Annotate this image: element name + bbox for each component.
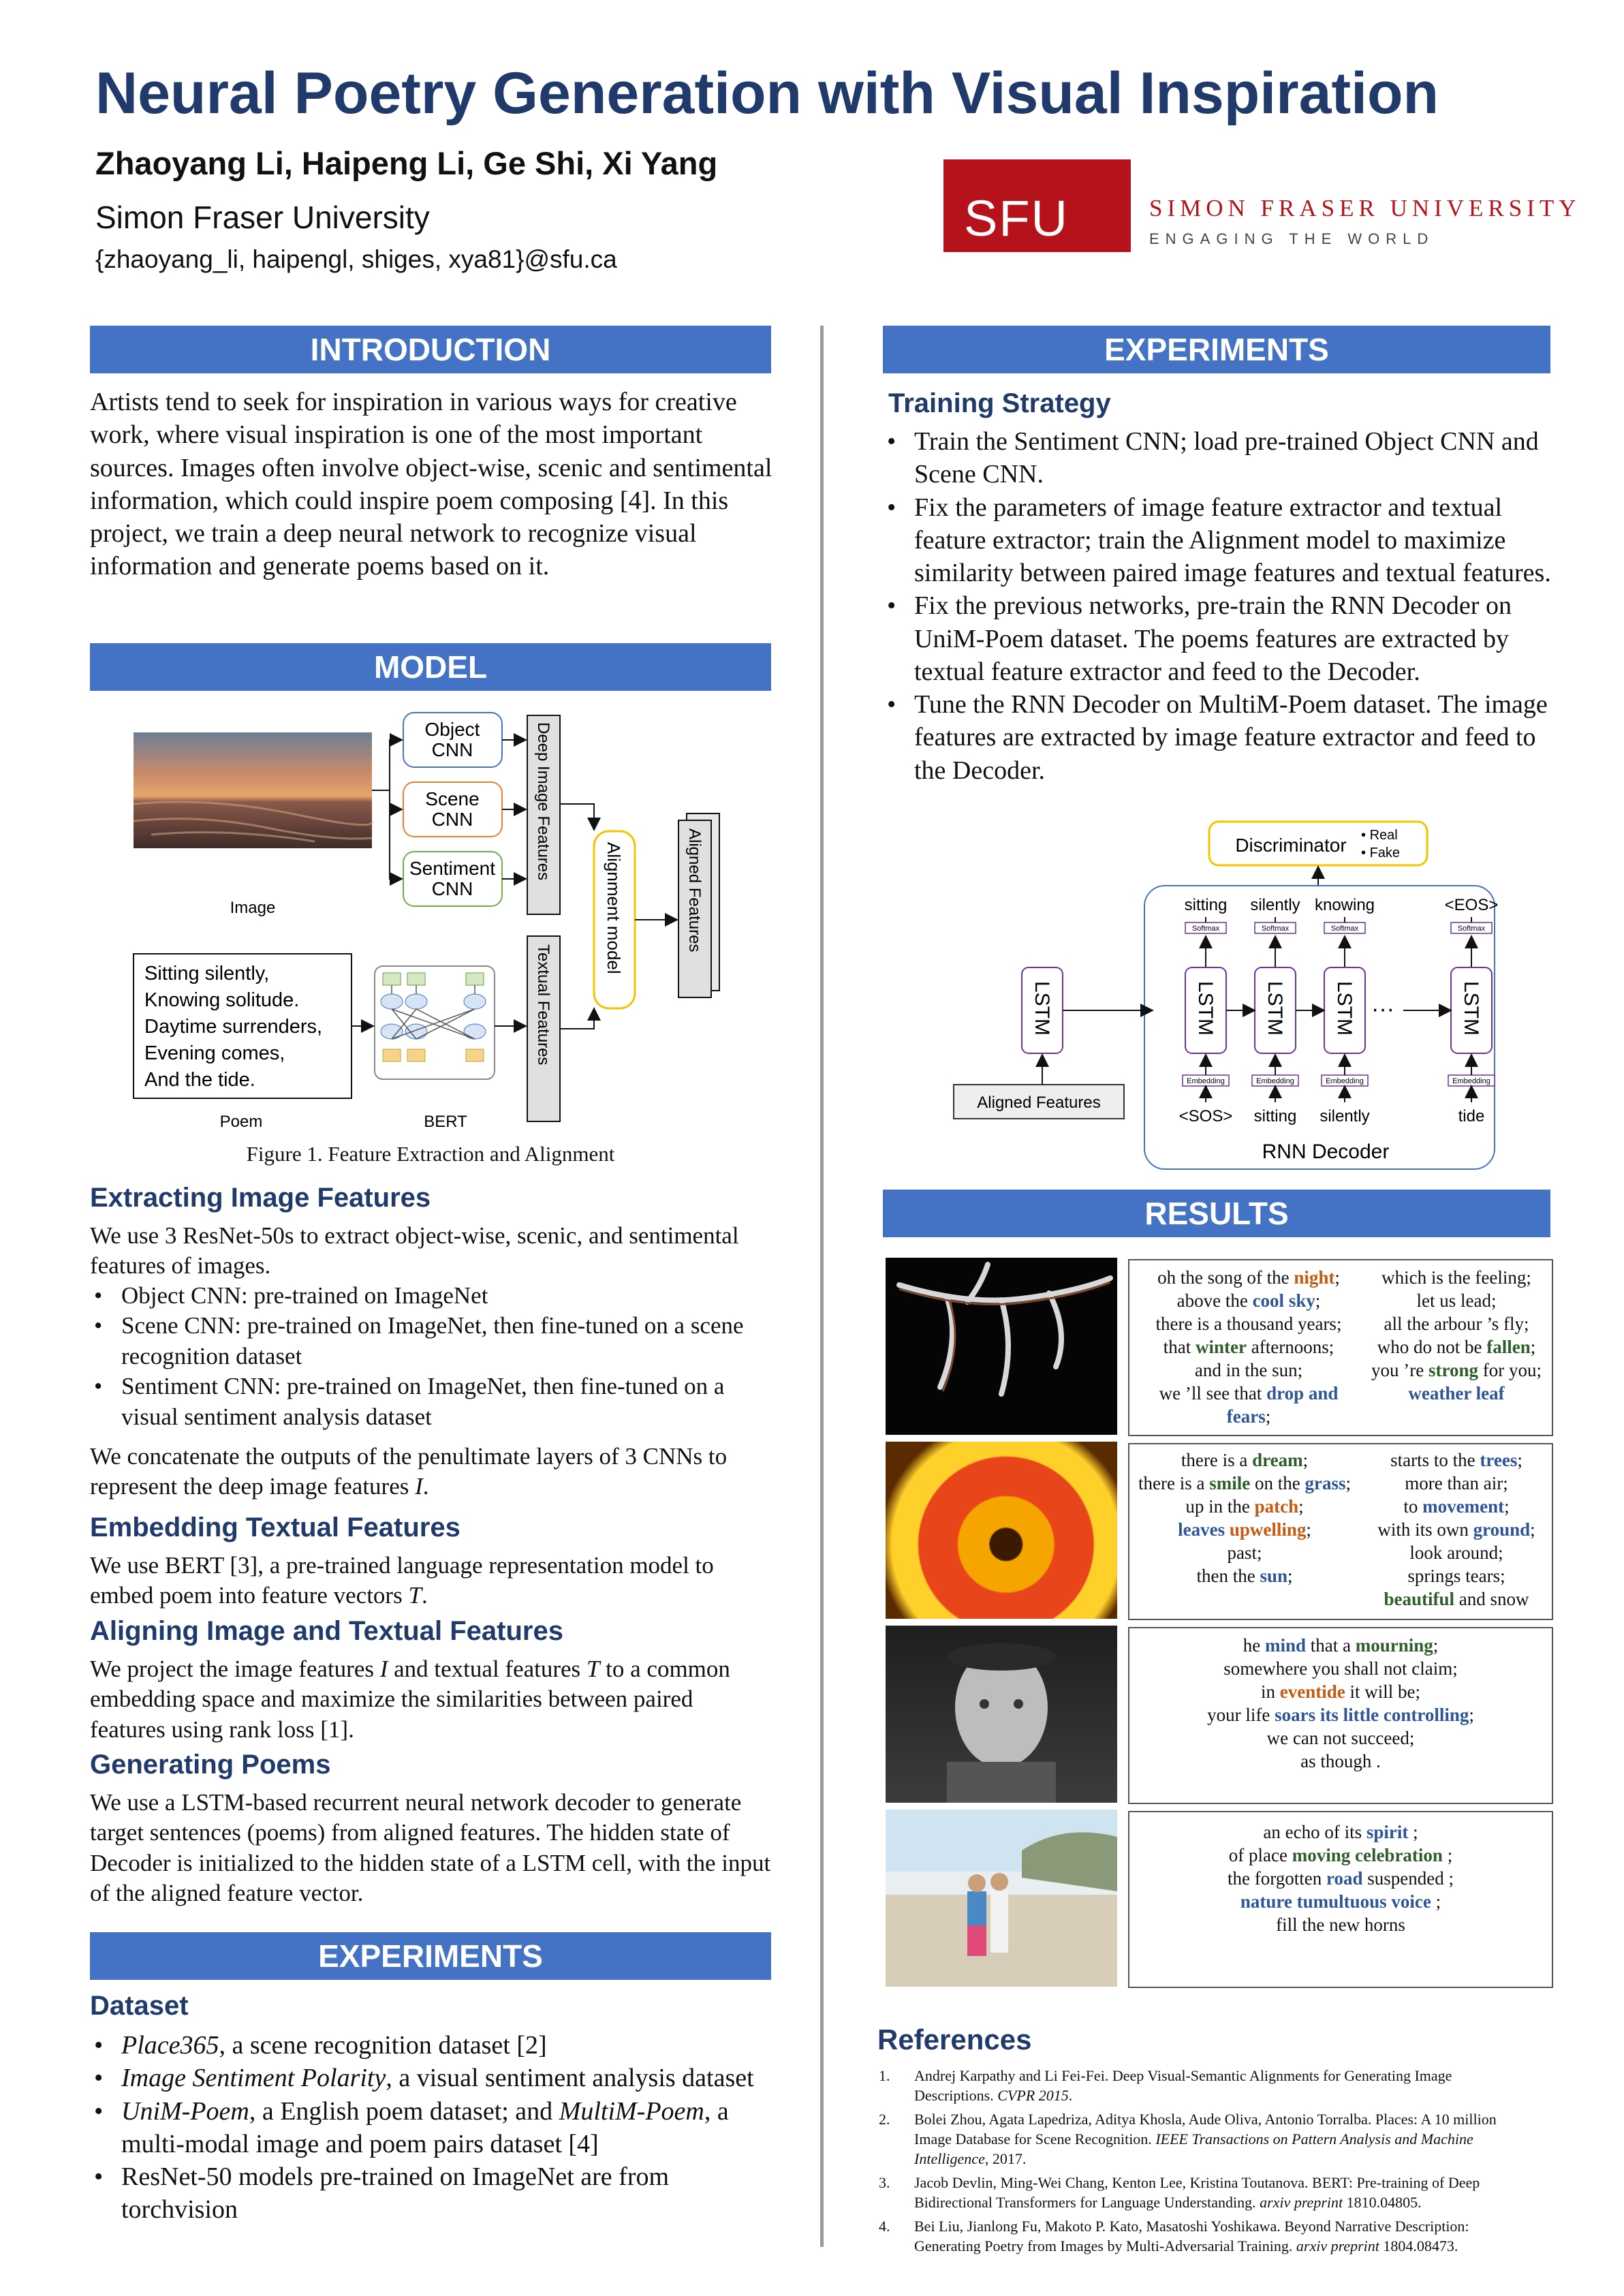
- poem-line: more than air;: [1405, 1473, 1508, 1493]
- dataset-resnet: • ResNet-50 models pre-trained on ImageNet are from torchvision: [90, 2160, 771, 2227]
- poem-line: we ’ll see that drop and fears;: [1159, 1383, 1339, 1427]
- extracting-outro: We concatenate the outputs of the penultimate layers of 3 CNNs to represent the deep image features I.: [90, 1443, 728, 1500]
- experiments-left-header: EXPERIMENTS: [90, 1932, 771, 1980]
- dataset-place365: • Place365, a scene recognition dataset [2]: [90, 2029, 771, 2062]
- generating-text: We use a LSTM-based recurrent neural network decoder to generate target sentences (poems) from aligned features. The hidden state of Decoder is initialized to the hidden state of a LSTM cell, with the input of the aligned feature vector.: [90, 1789, 771, 1907]
- disc-output-fake: • Fake: [1361, 846, 1401, 860]
- decoder-input-word: sitting: [1253, 1107, 1297, 1126]
- aligning-title: Aligning Image and Textual Features: [90, 1616, 563, 1646]
- poem-line: he mind that a mourning;: [1243, 1635, 1439, 1656]
- embedding-label: Embedding: [1326, 1077, 1364, 1085]
- feature-extraction-diagram: [90, 702, 771, 1138]
- decoder-output-word: knowing: [1314, 896, 1375, 914]
- decoder-step: [1445, 896, 1499, 1126]
- init-lstm-label: LSTM: [1031, 981, 1053, 1036]
- image-label: Image: [230, 899, 276, 917]
- poem-line: your life soars its little controlling;: [1207, 1705, 1474, 1725]
- poem-line: an echo of its spirit ;: [1263, 1822, 1418, 1842]
- bullet-object-cnn: • Object CNN: pre-trained on ImageNet: [90, 1281, 771, 1311]
- poem-line: there is a smile on the grass;: [1138, 1473, 1351, 1493]
- lstm-label: LSTM: [1333, 981, 1356, 1036]
- result-poem-1-right: [1364, 1266, 1549, 1405]
- extracting-bullets: [90, 1281, 771, 1432]
- logo-mark: SFU: [964, 190, 1069, 247]
- disc-output-real: • Real: [1361, 828, 1398, 843]
- logo-name: SIMON FRASER UNIVERSITY: [1149, 195, 1581, 221]
- poem-line: the forgotten road suspended ;: [1228, 1868, 1454, 1889]
- reference-item: 2. Bolei Zhou, Agata Lapedriza, Aditya Khosla, Aude Oliva, Antonio Torralba. Places: A 10 million Image Database for Scene Recognition. IEEE Transactions on Pattern Analysis and Machine Intelligence, 2017.: [879, 2111, 1497, 2167]
- discriminator-label: Discriminator: [1235, 835, 1347, 856]
- decoder-step: [1250, 896, 1300, 1126]
- poem-line: and in the sun;: [1194, 1360, 1303, 1380]
- result-photo-portrait: [886, 1626, 1117, 1803]
- poem-line: of place moving celebration ;: [1228, 1845, 1453, 1865]
- aligning-text: We project the image features I and textual features T to a common embedding space and maximize the similarities between paired features using rank loss [1].: [90, 1656, 730, 1743]
- decoder-output-word: sitting: [1184, 896, 1228, 914]
- training-step-3: • Fix the previous networks, pre-train the RNN Decoder on UniM-Poem dataset. The poems features are extracted by textual feature extractor and feed to the Decoder.: [883, 589, 1557, 688]
- poem-line: look around;: [1409, 1542, 1503, 1563]
- dataset-poem: • UniM-Poem, a English poem dataset; and MultiM-Poem, a multi-modal image and poem pairs dataset [4]: [90, 2095, 771, 2161]
- result-photo-branches: [886, 1258, 1117, 1435]
- lstm-label: LSTM: [1264, 981, 1286, 1036]
- poem-line: up in the patch;: [1185, 1496, 1304, 1517]
- bullet-scene-cnn: • Scene CNN: pre-trained on ImageNet, then fine-tuned on a scene recognition dataset: [90, 1311, 771, 1371]
- experiments-right-header: EXPERIMENTS: [883, 326, 1550, 373]
- training-step-1: • Train the Sentiment CNN; load pre-trained Object CNN and Scene CNN.: [883, 425, 1557, 491]
- extracting-title: Extracting Image Features: [90, 1183, 431, 1213]
- poem-line: all the arbour ’s fly;: [1384, 1314, 1529, 1334]
- poem-line: there is a thousand years;: [1155, 1314, 1342, 1334]
- poem-line: leaves upwelling;: [1178, 1519, 1311, 1540]
- lstm-label: LSTM: [1194, 981, 1217, 1036]
- embedding-label: Embedding: [1187, 1077, 1225, 1085]
- result-poem-3-lines: [1129, 1634, 1552, 1773]
- model-header: MODEL: [90, 643, 771, 691]
- training-bullets: [883, 425, 1557, 787]
- training-step-4: • Tune the RNN Decoder on MultiM-Poem dataset. The image features are extracted by image feature extractor and feed to the Decoder.: [883, 688, 1557, 787]
- poem-line: then the sun;: [1196, 1566, 1293, 1586]
- sentiment-cnn-label: Sentiment CNN: [409, 858, 496, 899]
- poem-line: to movement;: [1403, 1496, 1510, 1517]
- column-divider: [820, 326, 824, 2247]
- references-title: References: [877, 2023, 1032, 2055]
- emails: {zhaoyang_li, haipengl, shiges, xya81}@sfu.ca: [95, 245, 617, 273]
- poem-line: which is the feeling;: [1381, 1267, 1531, 1288]
- scene-cnn-label: Scene CNN: [425, 788, 480, 830]
- softmax-label: Softmax: [1261, 925, 1290, 933]
- poem-line: we can not succeed;: [1266, 1728, 1415, 1748]
- lstm-label: LSTM: [1460, 981, 1482, 1036]
- softmax-label: Softmax: [1457, 925, 1486, 933]
- figure-1: [90, 702, 771, 1138]
- references-list: [879, 2066, 1533, 2260]
- reference-item: 1. Andrej Karpathy and Li Fei-Fei. Deep Visual-Semantic Alignments for Generating Image Descriptions. CVPR 2015.: [879, 2067, 1452, 2104]
- logo-tagline: ENGAGING THE WORLD: [1149, 230, 1435, 247]
- poem-label: Poem: [219, 1113, 263, 1131]
- introduction-text: Artists tend to seek for inspiration in various ways for creative work, where visual inspiration is one of the most important sources. Images often involve object-wise, scenic and sentimental information, which could inspire poem composing [4]. In this project, we train a deep neural network to recognize visual information and generate poems based on it.: [90, 388, 772, 581]
- bert-label: BERT: [424, 1113, 467, 1131]
- poem-line: beautiful and snow: [1384, 1589, 1529, 1609]
- poem-line: past;: [1227, 1542, 1262, 1563]
- poem-line: somewhere you shall not claim;: [1223, 1658, 1458, 1679]
- poem-line: nature tumultuous voice ;: [1240, 1891, 1441, 1912]
- decoder-step: [1315, 896, 1375, 1126]
- poem-line: starts to the trees;: [1390, 1450, 1522, 1470]
- dataset-title: Dataset: [90, 1991, 189, 2021]
- dataset-sentiment: • Image Sentiment Polarity, a visual sentiment analysis dataset: [90, 2062, 771, 2094]
- result-photo-flower: [886, 1442, 1117, 1619]
- aligned-features-input-label: Aligned Features: [977, 1093, 1101, 1112]
- extracting-intro: We use 3 ResNet-50s to extract object-wise, scenic, and sentimental features of images.: [90, 1222, 739, 1279]
- poem-line: in eventide it will be;: [1261, 1681, 1420, 1702]
- poem-line: oh the song of the night;: [1157, 1267, 1340, 1288]
- poem-line: let us lead;: [1416, 1290, 1497, 1311]
- bullet-sentiment-cnn: • Sentiment CNN: pre-trained on ImageNet, then fine-tuned on a visual sentiment analysis dataset: [90, 1371, 771, 1432]
- poem-line: weather leaf: [1408, 1383, 1505, 1403]
- result-poem-2-right: [1364, 1448, 1549, 1611]
- rnn-decoder-diagram: [947, 818, 1505, 1179]
- beach-sunset-image: [134, 732, 372, 848]
- result-poem-4-lines: [1129, 1820, 1552, 1936]
- poem-line: Knowing solitude.: [144, 989, 300, 1011]
- result-poem-2: [1128, 1443, 1553, 1620]
- poster-title: Neural Poetry Generation with Visual Inspiration: [95, 61, 1439, 126]
- decoder-output-word: <EOS>: [1444, 896, 1499, 914]
- poem-line: who do not be fallen;: [1377, 1337, 1536, 1357]
- embedding-text: We use BERT [3], a pre-trained language representation model to embed poem into feature vectors T.: [90, 1552, 714, 1609]
- reference-item: 4. Bei Liu, Jianlong Fu, Makoto P. Kato, Masatoshi Yoshikawa. Beyond Narrative Description: Generating Poetry from Images by Multi-Adversarial Training. arxiv preprint 1804.08473.: [879, 2218, 1469, 2254]
- result-photo-beach-couple: [886, 1810, 1117, 1987]
- training-step-2: • Fix the parameters of image feature extractor and textual feature extractor; train the Alignment model to maximize similarity between paired image features and textual features.: [883, 491, 1557, 590]
- embedding-label: Embedding: [1452, 1077, 1490, 1085]
- poem-line: with its own ground;: [1377, 1519, 1535, 1540]
- poem-line: fill the new horns: [1276, 1914, 1405, 1935]
- poem-line: that winter afternoons;: [1163, 1337, 1334, 1357]
- poem-line: you ’re strong for you;: [1371, 1360, 1542, 1380]
- poem-line: springs tears;: [1407, 1566, 1505, 1586]
- poem-line: And the tide.: [144, 1069, 255, 1091]
- rnn-decoder-figure: [947, 818, 1505, 1179]
- result-poem-3: [1128, 1627, 1553, 1804]
- decoder-step: [1179, 896, 1233, 1126]
- softmax-label: Softmax: [1330, 925, 1359, 933]
- decoder-output-word: silently: [1250, 896, 1300, 914]
- poem-line: as though .: [1300, 1751, 1381, 1771]
- poem-line: Evening comes,: [144, 1042, 285, 1064]
- result-poem-2-left: [1132, 1448, 1357, 1587]
- introduction-header: INTRODUCTION: [90, 326, 771, 373]
- figure-1-caption: Figure 1. Feature Extraction and Alignment: [246, 1142, 615, 1166]
- result-poem-1: [1128, 1259, 1553, 1436]
- decoder-input-word: silently: [1320, 1107, 1370, 1126]
- result-poem-1-left: [1136, 1266, 1361, 1428]
- embedding-title: Embedding Textual Features: [90, 1512, 460, 1542]
- decoder-input-word: <SOS>: [1178, 1107, 1233, 1126]
- poem-line: Daytime surrenders,: [144, 1016, 323, 1038]
- textual-features-label: Textual Features: [534, 944, 552, 1066]
- embedding-label: Embedding: [1256, 1077, 1294, 1085]
- poem-line: Sitting silently,: [144, 963, 270, 984]
- poem-line: there is a dream;: [1181, 1450, 1309, 1470]
- reference-item: 3. Jacob Devlin, Ming-Wei Chang, Kenton Lee, Kristina Toutanova. BERT: Pre-training of Deep Bidirectional Transformers for Language Understanding. arxiv preprint 1810.04805.: [879, 2174, 1480, 2211]
- results-header: RESULTS: [883, 1190, 1550, 1237]
- poem-line: above the cool sky;: [1176, 1290, 1321, 1311]
- object-cnn-label: Object CNN: [424, 719, 480, 760]
- rnn-decoder-label: RNN Decoder: [1262, 1141, 1390, 1163]
- softmax-label: Softmax: [1191, 925, 1220, 933]
- training-title: Training Strategy: [888, 388, 1111, 418]
- generating-title: Generating Poems: [90, 1750, 331, 1780]
- steps-ellipsis: ···: [1371, 996, 1394, 1022]
- dataset-bullets: [90, 2029, 771, 2227]
- alignment-model-label: Alignment model: [604, 842, 624, 974]
- deep-image-features-label: Deep Image Features: [534, 722, 552, 881]
- result-poem-4: [1128, 1811, 1553, 1988]
- sfu-logo: [943, 159, 1581, 252]
- affiliation: Simon Fraser University: [95, 200, 430, 235]
- decoder-input-word: tide: [1458, 1107, 1485, 1126]
- aligned-features-label: Aligned Features: [685, 828, 704, 952]
- authors: Zhaoyang Li, Haipeng Li, Ge Shi, Xi Yang: [95, 145, 718, 181]
